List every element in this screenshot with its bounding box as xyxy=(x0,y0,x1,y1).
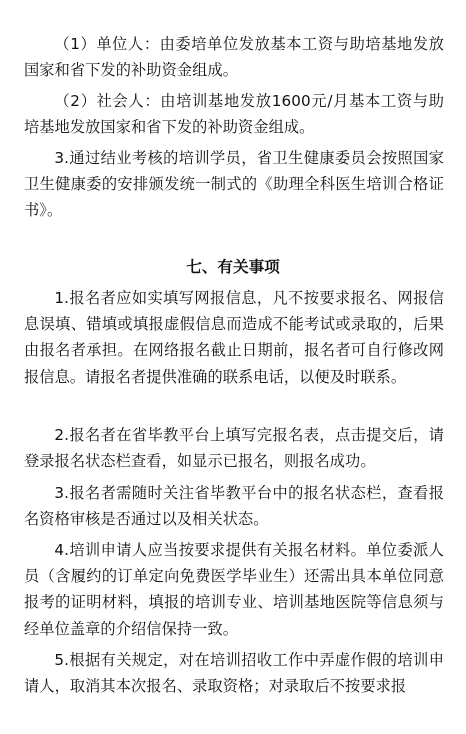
section-heading: 七、有关事项 xyxy=(186,258,280,276)
item-1: 1.报名者应如实填写网报信息，凡不按要求报名、网报信息误填、错填或填报虚假信息而造成不能考试或录取的，后果由报名者承担。在网络报名截止日期前，报名者可自行修改网报信息。请报名者提供准确的联系电话，以便及时联系。 xyxy=(24,289,444,386)
item-4: 4.培训申请人应当按要求提供有关报名材料。单位委派人员（含履约的订单定向免费医学毕业生）还需出具本单位同意报考的证明材料，填报的培训专业、培训基地医院等信息须与经单位盖章的介绍信保持一致。 xyxy=(24,541,444,638)
item-5: 5.根据有关规定，对在培训招收工作中弄虚作假的培训申请人，取消其本次报名、录取资格；对录取后不按要求报 xyxy=(24,651,444,696)
item-2: 2.报名者在省毕教平台上填写完报名表，点击提交后，请登录报名状态栏查看，如显示已报名，则报名成功。 xyxy=(24,426,444,471)
paragraph-unit-person: （1）单位人：由委培单位发放基本工资与助培基地发放国家和省下发的补助资金组成。 xyxy=(24,35,444,80)
paragraph-social-person: （2）社会人：由培训基地发放1600元/月基本工资与助培基地发放国家和省下发的补助资金组成。 xyxy=(24,92,444,137)
item-3: 3.报名者需随时关注省毕教平台中的报名状态栏，查看报名资格审核是否通过以及相关状态。 xyxy=(24,484,444,529)
paragraph-certificate: 3.通过结业考核的培训学员，省卫生健康委员会按照国家卫生健康委的安排颁发统一制式的《助理全科医生培训合格证书》。 xyxy=(24,149,444,220)
